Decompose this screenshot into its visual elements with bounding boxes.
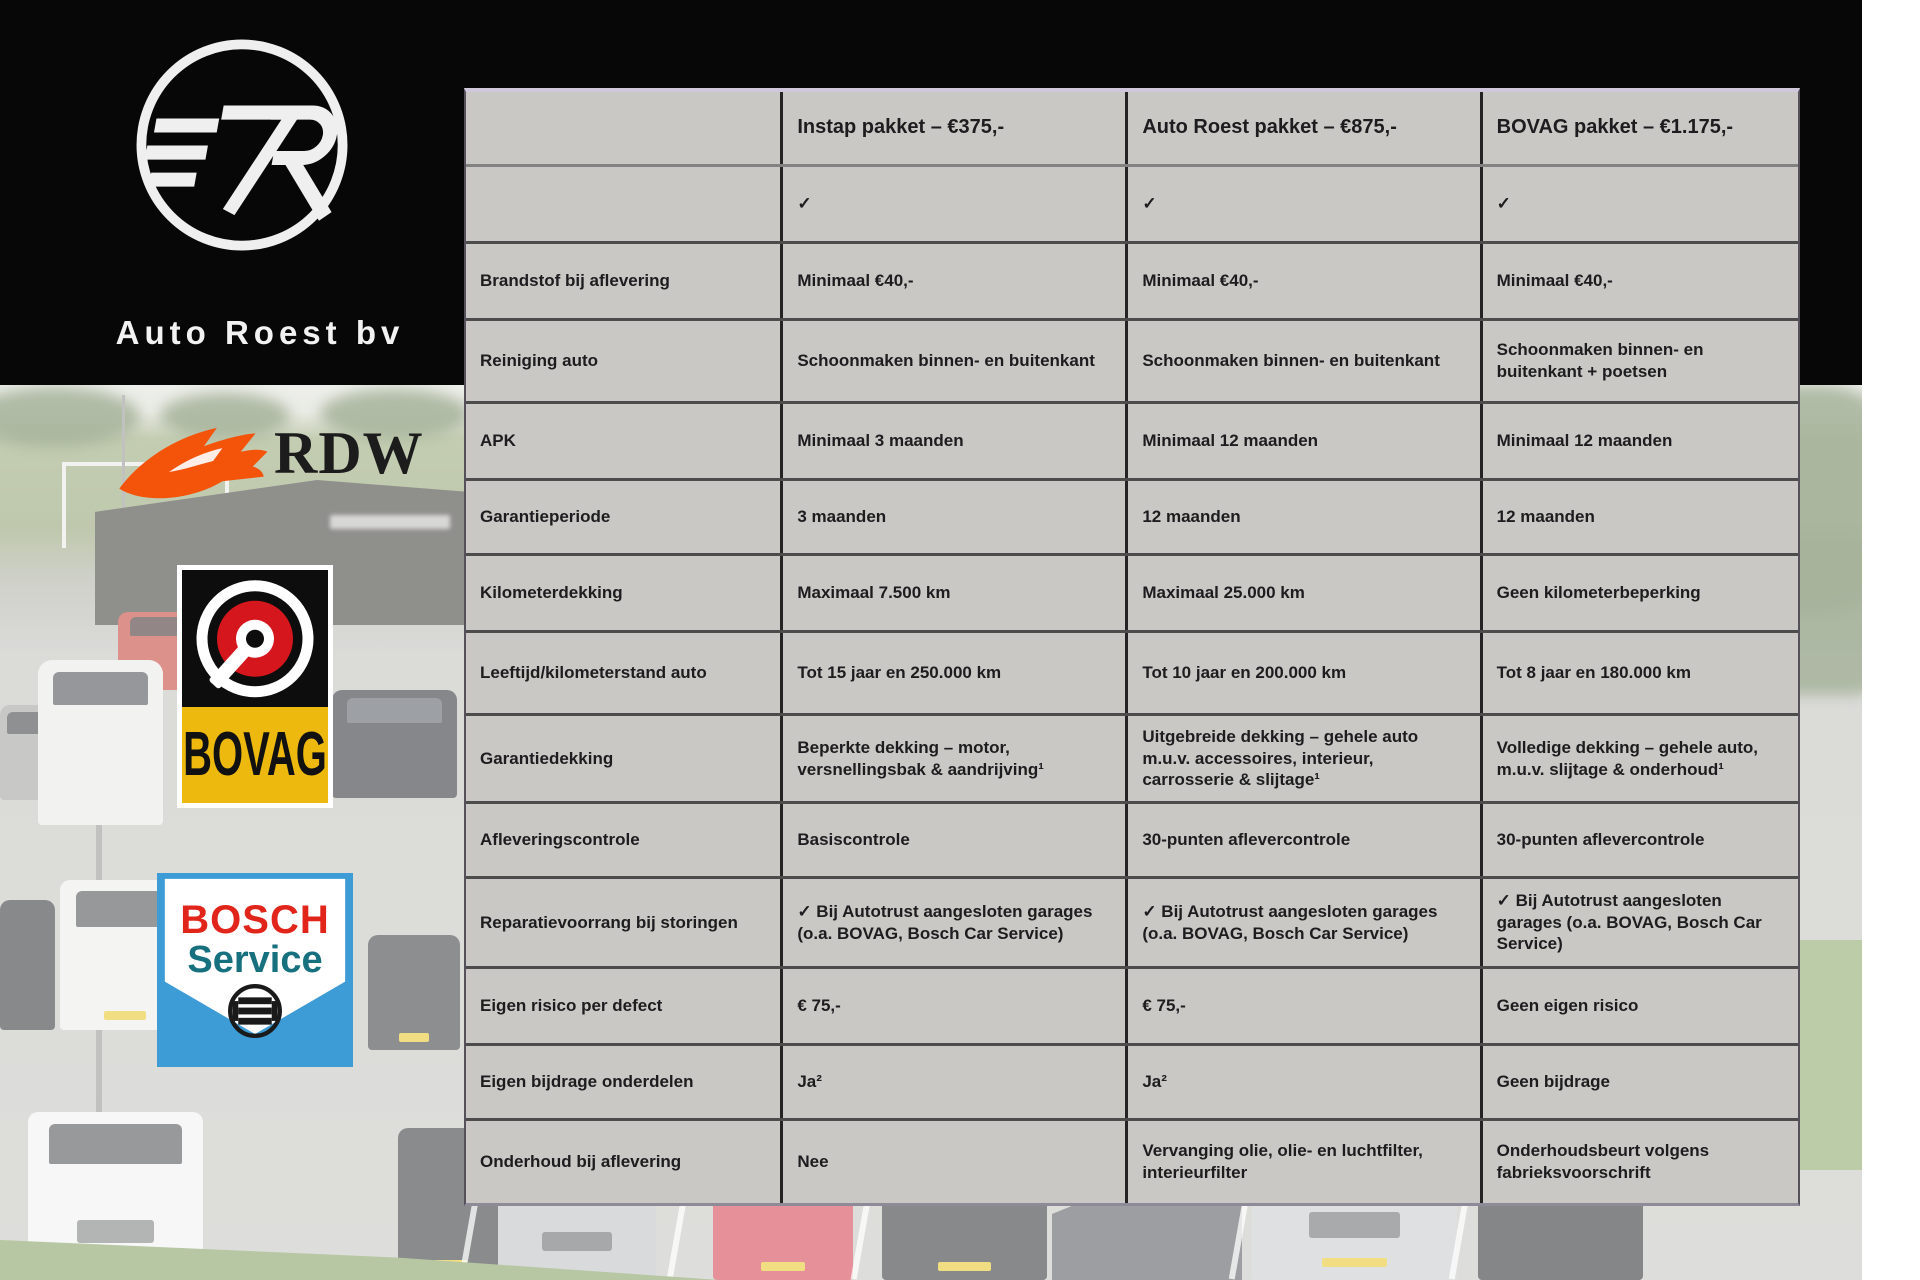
package-column-header: Instap pakket – €375,- [780, 92, 1125, 164]
package-value-cell: 30-punten aflevercontrole [1125, 804, 1479, 876]
package-value-cell: Tot 10 jaar en 200.000 km [1125, 633, 1479, 713]
package-value-cell: Vervanging olie, olie- en luchtfilter, interieurfilter [1125, 1121, 1479, 1203]
row-label: Onderhoud bij aflevering [480, 1152, 682, 1172]
package-column-header: BOVAG pakket – €1.175,- [1480, 92, 1798, 164]
row-label: Reparatievoorrang bij storingen [480, 912, 738, 932]
auto-roest-logo [95, 18, 425, 378]
rdw-wing-icon [112, 415, 272, 507]
package-value-cell: Tot 8 jaar en 180.000 km [1480, 633, 1798, 713]
table-row [466, 716, 1798, 804]
package-value-cell: Minimaal 12 maanden [1480, 404, 1798, 478]
rdw-wordmark: RDW [274, 420, 424, 486]
package-value-cell: 12 maanden [1480, 481, 1798, 553]
row-label: Eigen bijdrage onderdelen [480, 1072, 694, 1092]
package-value-cell: € 75,- [1125, 969, 1479, 1043]
package-value-cell: Schoonmaken binnen- en buitenkant [1125, 321, 1479, 401]
bosch-service-wordmark: Service [187, 938, 323, 981]
row-label: Reiniging auto [480, 351, 599, 371]
table-row [466, 244, 1798, 321]
package-value-cell: Volledige dekking – gehele auto, m.u.v. slijtage & onderhoud¹ [1480, 716, 1798, 801]
package-value-cell: Tot 15 jaar en 250.000 km [780, 633, 1125, 713]
package-value-cell: Beperkte dekking – motor, versnellingsbak & aandrijving¹ [780, 716, 1125, 801]
package-value-cell: Basiscontrole [780, 804, 1125, 876]
package-value-cell: Minimaal 3 maanden [780, 404, 1125, 478]
table-row [466, 92, 1798, 167]
table-row [466, 321, 1798, 404]
brand-name: Auto Roest bv [115, 314, 405, 351]
package-value-cell: Geen eigen risico [1480, 969, 1798, 1043]
bovag-logo [177, 565, 333, 808]
package-value-cell: Nee [780, 1121, 1125, 1203]
package-value-cell: 30-punten aflevercontrole [1480, 804, 1798, 876]
bosch-armature-icon [224, 980, 286, 1042]
bosch-wordmark: BOSCH [180, 898, 330, 943]
table-row [466, 1046, 1798, 1121]
table-row [466, 633, 1798, 716]
package-value-cell: Uitgebreide dekking – gehele auto m.u.v. accessoires, interieur, carrosserie & slijtage¹ [1125, 716, 1479, 801]
table-row [466, 969, 1798, 1046]
bovag-wordmark-panel [182, 707, 328, 803]
package-value-cell: ✓ [1480, 167, 1798, 241]
package-value-cell: Ja² [780, 1046, 1125, 1118]
rdw-logo [112, 405, 424, 510]
right-margin [1862, 0, 1920, 1280]
package-value-cell: ✓ Bij Autotrust aangesloten garages (o.a. BOVAG, Bosch Car Service) [1480, 879, 1798, 966]
package-value-cell: ✓ Bij Autotrust aangesloten garages (o.a. BOVAG, Bosch Car Service) [1125, 879, 1479, 966]
table-row [466, 1121, 1798, 1203]
package-value-cell: ✓ [780, 167, 1125, 241]
bovag-emblem-icon [182, 570, 328, 707]
bosch-service-logo [157, 873, 353, 1067]
package-value-cell: 12 maanden [1125, 481, 1479, 553]
table-row [466, 404, 1798, 481]
package-value-cell: Maximaal 25.000 km [1125, 556, 1479, 630]
package-value-cell: Maximaal 7.500 km [780, 556, 1125, 630]
package-value-cell: Minimaal €40,- [1480, 244, 1798, 318]
package-value-cell: Schoonmaken binnen- en buitenkant [780, 321, 1125, 401]
row-label [466, 167, 780, 241]
table-row [466, 481, 1798, 556]
row-label: Garantieperiode [480, 507, 611, 527]
row-label: APK [480, 431, 516, 451]
package-comparison-table [464, 88, 1800, 1206]
package-value-cell: Minimaal €40,- [780, 244, 1125, 318]
package-value-cell: Minimaal €40,- [1125, 244, 1479, 318]
bovag-wordmark: BOVAG [183, 720, 327, 789]
row-label: Garantiedekking [480, 748, 614, 768]
package-value-cell: Geen bijdrage [1480, 1046, 1798, 1118]
row-label: Brandstof bij aflevering [480, 271, 670, 291]
auto-roest-emblem-icon [123, 26, 361, 264]
package-value-cell: Onderhoudsbeurt volgens fabrieksvoorschrift [1480, 1121, 1798, 1203]
package-value-cell: Minimaal 12 maanden [1125, 404, 1479, 478]
row-label: Afleveringscontrole [480, 830, 640, 850]
package-column-header: Auto Roest pakket – €875,- [1125, 92, 1479, 164]
package-value-cell: ✓ Bij Autotrust aangesloten garages (o.a. BOVAG, Bosch Car Service) [780, 879, 1125, 966]
row-label: Kilometerdekking [480, 583, 623, 603]
row-label: Eigen risico per defect [480, 996, 663, 1016]
package-value-cell: € 75,- [780, 969, 1125, 1043]
package-value-cell: 3 maanden [780, 481, 1125, 553]
package-value-cell: Geen kilometerbeperking [1480, 556, 1798, 630]
package-value-cell: ✓ [1125, 167, 1479, 241]
package-value-cell: Schoonmaken binnen- en buitenkant + poetsen [1480, 321, 1798, 401]
table-row [466, 804, 1798, 879]
table-row [466, 879, 1798, 969]
row-label: Leeftijd/kilometerstand auto [480, 663, 707, 683]
row-label-header [466, 92, 780, 164]
table-row [466, 556, 1798, 633]
table-row [466, 167, 1798, 244]
package-value-cell: Ja² [1125, 1046, 1479, 1118]
